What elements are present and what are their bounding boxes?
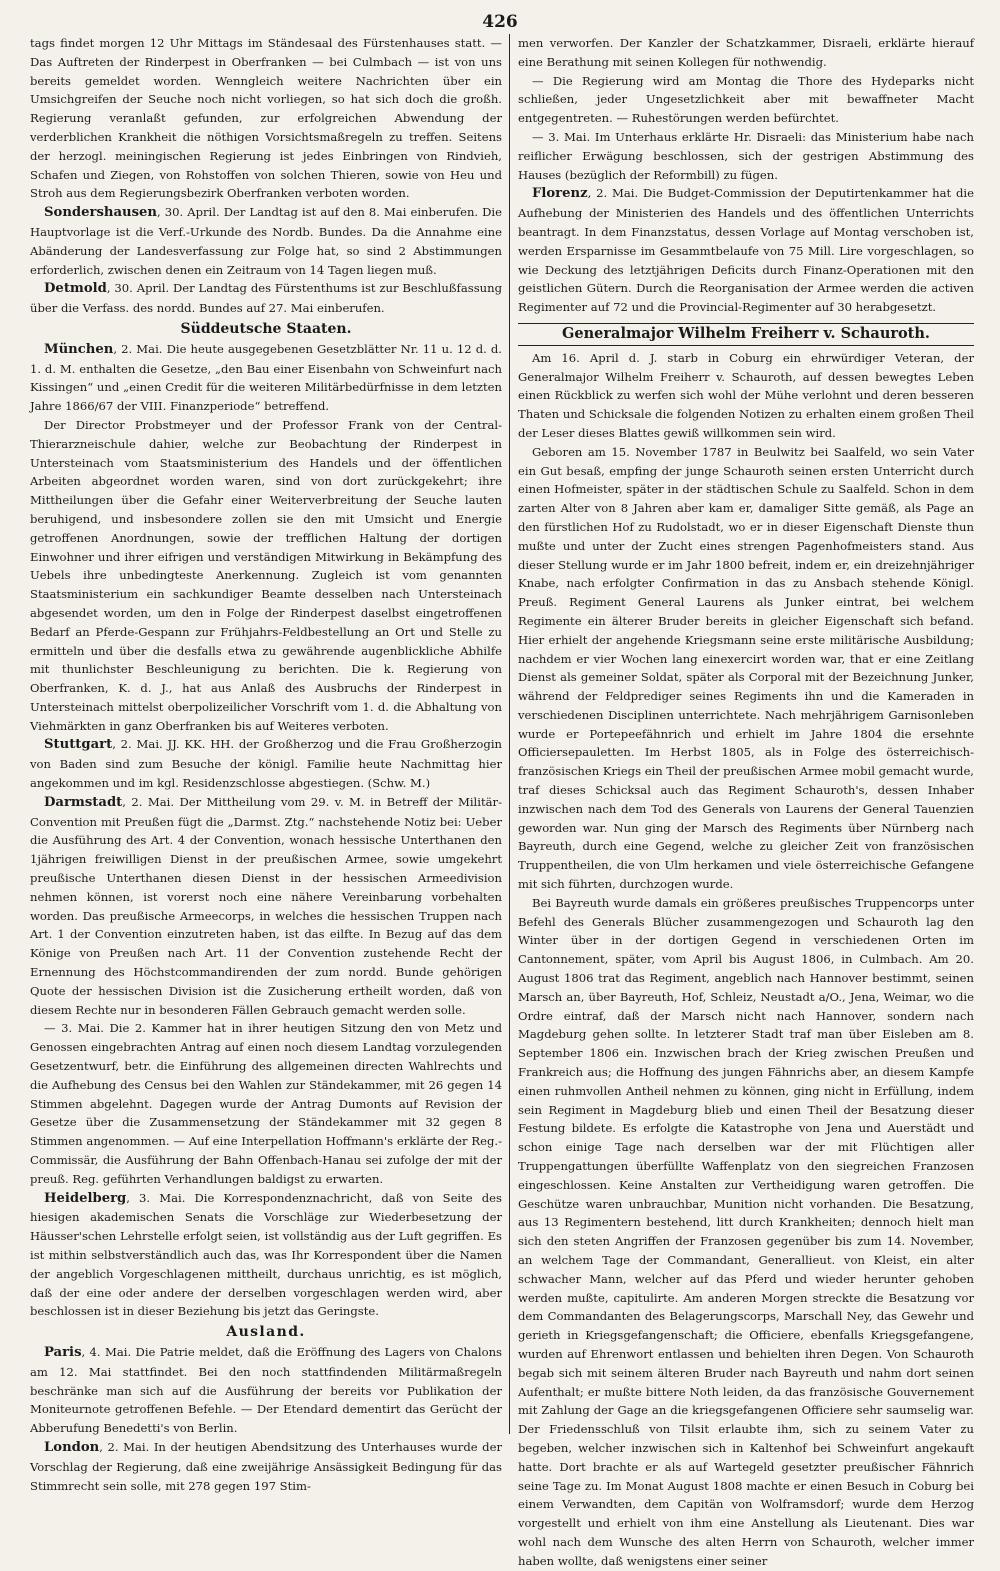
section-heading: Ausland. xyxy=(226,1324,306,1341)
news-item xyxy=(518,184,974,317)
column-divider xyxy=(509,34,510,1434)
dateline: Florenz xyxy=(532,186,588,202)
dateline: Heidelberg xyxy=(44,1190,127,1206)
dateline: Stuttgart xyxy=(44,737,113,753)
news-item-text: , 2. Mai. Die Budget-Commission der Deputirtenkammer hat die Aufhebung der Ministerien des Handels und des öffentlichen Unterrichts beantragt. In dem Finanzstatus, dessen Vorlage auf Montag verschoben ist, werden Ersparnisse im Gesammtbelaufe von 75 Mill. Lire vorgeschlagen, so wie Deckung des letztjährigen Deficits durch Finanz-Operationen mit den geistlichen Gütern. Durch die Reorganisation der Armee werden die activen Regimenter auf 72 und die Provincial-Regimenter auf 30 herabgesetzt. xyxy=(518,186,974,315)
news-item xyxy=(30,279,502,318)
left-column xyxy=(30,34,502,1493)
article-paragraph: — Die Regierung wird am Montag die Thore des Hydeparks nicht schließen, jeder Ungesetzlichkeit aber mit bewaffneter Macht entgegentreten. — Ruhestörungen werden befürchtet. xyxy=(518,73,974,126)
article-paragraph: Geboren am 15. November 1787 in Beulwitz bei Saalfeld, wo sein Vater ein Gut besaß, empfing der junge Schauroth seinen ersten Unterricht durch einen Hofmeister, später in der städtischen Schule zu Saalfeld. Schon in dem zarten Alter von 8 Jahren aber kam er, damaliger Sitte gemäß, als Page an den fürstlichen Hof zu Rudolstadt, wo er in dieser Eigenschaft Dienste thun mußte und unter der Zucht eines strengen Pagenhofmeisters stand. Aus dieser Stellung wurde er im Jahr 1800 befreit, indem er, ein dreizehnjähriger Knabe, nach erfolgter Confirmation in das zu Ansbach stehende Königl. Preuß. Regiment General Laurens als Junker eintrat, bei welchem Regimente ein älterer Bruder bereits in gleicher Eigenschaft sich befand. Hier erhielt der angehende Kriegsmann seine erste militärische Ausbildung; nachdem er vier Wochen lang einexercirt worden war, that er eine Zeitlang Dienst als gemeiner Soldat, später als Corporal mit der Bezeichnung Junker, während der Feldprediger seines Regiments ihn und die Kameraden in verschiedenen Disciplinen unterrichtete. Nach mehrjährigem Garnisonleben wurde er Portepeefähnrich und erhielt im Jahre 1804 die ersehnte Officiersepauletten. Im Herbst 1805, als in Folge des österreichisch-französischen Kriegs ein Theil der preußischen Armee mobil gemacht wurde, traf dieses Schicksal auch das Regiment Schauroth's, dessen Inhaber inzwischen nach dem Tod des Generals von Laurens der General Tauenzien geworden war. Nun ging der Marsch des Regiments über Nürnberg nach Bayreuth, durch eine Gegend, welche zu gleicher Zeit von französischen Truppentheilen, die von Ulm herkamen und viele österreichische Gefangene mit sich führten, durchzogen wurde. xyxy=(518,444,974,892)
dateline: München xyxy=(44,341,114,357)
dateline: London xyxy=(44,1439,100,1455)
article-heading: Generalmajor Wilhelm Freiherr v. Schauroth. xyxy=(518,323,974,346)
news-item-text: , 30. April. Der Landtag ist auf den 8. Mai einberufen. Die Hauptvorlage ist die Verf.-Urkunde des Nordb. Bundes. Da die Annahme eine Abänderung der Landesverfassung zur Folge hat, so sind 2 Abstimmungen erforderlich, zwischen denen ein Zeitraum von 14 Tagen liegen muß. xyxy=(30,205,502,277)
news-item-text: , 3. Mai. Die Korrespondenznachricht, daß von Seite des hiesigen akademischen Senats die Vorschläge zur Wiederbesetzung der Häusser'schen Lehrstelle erfolgt seien, ist vollständig aus der Luft gegriffen. Es ist mithin selbstverständlich auch das, was Ihr Korrespondent über die Namen der angeblich Vorgeschlagenen mittheilt, durchaus unrichtig, es ist möglich, daß der eine oder andere der derselben vorgeschlagen werden wird, aber beschlossen ist in dieser Beziehung bis jetzt das Geringste. xyxy=(30,1190,502,1319)
news-item xyxy=(30,1343,502,1438)
page-number: 426 xyxy=(482,12,518,32)
news-item xyxy=(30,1189,502,1322)
dateline: Detmold xyxy=(44,281,107,297)
news-item-text: , 2. Mai. Der Mittheilung vom 29. v. M. in Betreff der Militär-Convention mit Preußen fügt die „Darmst. Ztg.“ nachstehende Notiz bei: Ueber die Ausführung des Art. 4 der Convention, wonach hessische Unterthanen den 1jährigen freiwilligen Dienst in der preußischen Armee, sowie umgekehrt preußische Unterthanen diesen Dienst in der hessischen Armeedivision nehmen können, ist vorerst noch eine nähere Vereinbarung vorbehalten worden. Das preußische Armeecorps, in welches die hessischen Truppen nach Art. 1 der Convention einzutreten haben, ist das eilfte. In Bezug auf das dem Könige von Preußen nach Art. 11 der Convention zustehende Recht der Ernennung des Höchstcommandirenden der zum nordd. Bunde gehörigen Quote der hessischen Division ist die Zusicherung ertheilt worden, daß von diesem Rechte nur in besonderen Fällen Gebrauch gemacht werden solle. xyxy=(30,794,502,1017)
dateline: Darmstadt xyxy=(44,794,123,810)
dateline: Sondershausen xyxy=(44,205,158,221)
news-item xyxy=(30,735,502,792)
news-item-text: , 4. Mai. Die Patrie meldet, daß die Eröffnung des Lagers von Chalons am 12. Mai stattfindet. Bei den noch stattfindenden Militärmaßregeln beschränke man sich auf die Ausführung der bereits vor Publikation der Moniteurnote getroffenen Befehle. — Der Etendard dementirt das Gerücht der Abberufung Benedetti's von Berlin. xyxy=(30,1344,502,1436)
dateline: Paris xyxy=(44,1344,82,1360)
article-paragraph: tags findet morgen 12 Uhr Mittags im Ständesaal des Fürstenhauses statt. — Das Auftreten der Rinderpest in Oberfranken — bei Culmbach — ist von uns bereits gemeldet worden. Wenngleich weitere Nachrichten über ein Umsichgreifen der Seuche noch nicht vorliegen, so hat sich doch die großh. Regierung veranlaßt gefunden, zur erfolgreichen Abwendung der verderblichen Krankheit die nöthigen Vorsichtsmaßregeln zu treffen. Seitens der herzogl. meiningischen Regierung ist jedes Einbringen von Rindvieh, Schafen und Ziegen, von Rohstoffen von solchen Thieren, sowie von Heu und Stroh aus dem Regierungsbezirk Oberfranken verboten worden. xyxy=(30,36,502,201)
section-heading: Süddeutsche Staaten. xyxy=(180,320,352,337)
news-item-text: , 30. April. Der Landtag des Fürstenthums ist zur Beschlußfassung über die Verfass. des nordd. Bundes auf 27. Mai einberufen. xyxy=(30,281,502,316)
news-item xyxy=(30,340,502,416)
news-item-text: , 2. Mai. JJ. KK. HH. der Großherzog und die Frau Großherzogin von Baden sind zum Besuche der königl. Familie heute Nachmittag hier angekommen und im kgl. Residenzschlosse abgestiegen. (Schw. M.) xyxy=(30,737,502,791)
article-paragraph: — 3. Mai. Die 2. Kammer hat in ihrer heutigen Sitzung den von Metz und Genossen eingebrachten Antrag auf einen noch diesem Landtag vorzulegenden Gesetzentwurf, betr. die Einführung des allgemeinen directen Wahlrechts und die Aufhebung des Census bei den Wahlen zur Ständekammer, mit 26 gegen 14 Stimmen abgelehnt. Dagegen wurde der Antrag Dumonts auf Revision der Gesetze über die Zusammensetzung der Ständekammer mit 32 gegen 8 Stimmen angenommen. — Auf eine Interpellation Hoffmann's erklärte der Reg.-Commissär, die Ausführung der Bahn Offenbach-Hanau sei zufolge der mit der preuß. Reg. geführten Verhandlungen baldigst zu erwarten. xyxy=(30,1021,502,1186)
news-item xyxy=(30,203,502,279)
article-paragraph: men verworfen. Der Kanzler der Schatzkammer, Disraeli, erklärte hierauf eine Berathung mit seinen Kollegen für nothwendig. xyxy=(518,36,974,69)
article-paragraph: Der Director Probstmeyer und der Professor Frank von der Central-Thierarzneischule dahier, welche zur Beobachtung der Rinderpest in Untersteinach vom Staatsministerium des Handels und der öffentlichen Arbeiten abgeordnet worden waren, sind von dort zurückgekehrt; ihre Mittheilungen über die Gefahr einer Weiterverbreitung der Seuche lauten beruhigend, und insbesondere zollen sie den mit Umsicht und Energie getroffenen Anordnungen, sowie der trefflichen Haltung der dortigen Einwohner und ihrer eifrigen und verständigen Mitwirkung in Bekämpfung des Uebels ihre unbedingteste Anerkennung. Zugleich ist vom genannten Staatsministerium ein sachkundiger Beamte desselben nach Untersteinach abgesendet worden, um den in Folge der Rinderpest daselbst eingetroffenen Bedarf an Pferde-Gespann zur Frühjahrs-Feldbestellung an Ort und Stelle zu ermitteln und über die desfalls etwa zu gewährende augenblickliche Abhilfe mit thunlichster Beschleunigung zu berichten. Die k. Regierung von Oberfranken, K. d. J., hat aus Anlaß des Ausbruchs der Rinderpest in Untersteinach mittelst oberpolizeilicher Vorschrift vom 1. d. die Abhaltung von Viehmärkten in ganz Oberfranken bis auf Weiteres verboten. xyxy=(30,417,502,733)
news-item-text: , 2. Mai. In der heutigen Abendsitzung des Unterhauses wurde der Vorschlag der Regierung, daß eine zweijährige Ansässigkeit Bedingung für das Stimmrecht sein solle, mit 278 gegen 197 Stim- xyxy=(30,1439,502,1493)
article-paragraph: Am 16. April d. J. starb in Coburg ein ehrwürdiger Veteran, der Generalmajor Wilhelm Freiherr v. Schauroth, auf dessen bewegtes Leben einen Rückblick zu werfen sich wohl der Mühe verlohnt und deren besseren Thaten und Schicksale die folgenden Notizen zu erhalten einem großen Theil der Leser dieses Blattes gewiß willkommen sein wird. xyxy=(518,350,974,440)
news-item-text: , 2. Mai. Die heute ausgegebenen Gesetzblätter Nr. 11 u. 12 d. d. 1. d. M. enthalten die Gesetze, „den Bau einer Eisenbahn von Schweinfurt nach Kissingen“ und „einen Credit für die weiteren Militärbedürfnisse in dem letzten Jahre 1866/67 der VIII. Finanzperiode“ betreffend. xyxy=(30,341,502,414)
right-column xyxy=(518,34,974,1568)
article-paragraph: — 3. Mai. Im Unterhaus erklärte Hr. Disraeli: das Ministerium habe nach reiflicher Erwägung beschlossen, sich der gestrigen Abstimmung des Hauses (bezüglich der Reformbill) zu fügen. xyxy=(518,129,974,182)
article-paragraph: Bei Bayreuth wurde damals ein größeres preußisches Truppencorps unter Befehl des Generals Blücher zusammengezogen und Schauroth lag den Winter über in der dortigen Gegend in verschiedenen Orten im Cantonnement, später, vom April bis August 1806, in Culmbach. Am 20. August 1806 trat das Regiment, angeblich nach Hannover bestimmt, seinen Marsch an, über Bayreuth, Hof, Schleiz, Neustadt a/O., Jena, Weimar, wo die Ordre eintraf, daß der Marsch nicht nach Hannover, sondern nach Magdeburg gehen sollte. In letzterer Stadt traf man über Eisleben am 8. September 1806 ein. Inzwischen brach der Krieg zwischen Preußen und Frankreich aus; die Hoffnung des jungen Fähnrichs aber, an diesem Kampfe einen ruhmvollen Antheil nehmen zu können, ging nicht in Erfüllung, indem sein Regiment in Magdeburg blieb und einen Theil der Besatzung dieser Festung bildete. Es erfolgte die Katastrophe von Jena und Auerstädt und schon einige Tage nach derselben war der mit Flüchtigen aller Truppengattungen überfüllte Waffenplatz von den siegreichen Franzosen eingeschlossen. Keine Anstalten zur Vertheidigung waren getroffen. Die Geschütze waren unbrauchbar, Munition nicht vorhanden. Die Besatzung, aus 13 Regimentern bestehend, litt durch Krankheiten; dennoch hielt man sich den steten Angriffen der Franzosen gegenüber bis zum 14. November, an welchem Tage der Commandant, Generallieut. von Kleist, ein alter schwacher Mann, welcher auf das Pferd und wieder herunter gehoben werden mußte, capitulirte. Am anderen Morgen streckte die Besatzung vor dem Commandanten des Belagerungscorps, Marschall Ney, das Gewehr und gerieth in Kriegsgefangenschaft; die Officiere, ebenfalls Kriegsgefangene, wurden auf Ehrenwort entlassen und behielten ihren Degen. Von Schauroth begab sich mit seinem älteren Bruder nach Bayreuth und nahm dort seinen Aufenthalt; er mußte bittere Noth leiden, da das französische Gouvernement mit Zahlung der Gage an die kriegsgefangenen Officiere sehr saumselig war. Der Friedensschluß von Tilsit erlaubte ihm, sich zu seinem Vater zu begeben, welcher inzwischen sich in Kaltenhof bei Schweinfurt angekauft hatte. Dort brachte er als auf Wartegeld gesetzter preußischer Fähnrich seine Tage zu. Im Monat August 1808 machte er einen Besuch in Coburg bei einem Verwandten, dem Capitän von Wolframsdorf; wurde dem Herzog vorgestellt und erhielt von ihm eine Anstellung als Lieutenant. Dies war wohl nach dem Wunsche des alten Herrn von Schauroth, welcher immer haben wollte, daß wenigstens einer seiner xyxy=(518,895,974,1568)
news-item xyxy=(30,1438,502,1495)
news-item xyxy=(30,793,502,1020)
